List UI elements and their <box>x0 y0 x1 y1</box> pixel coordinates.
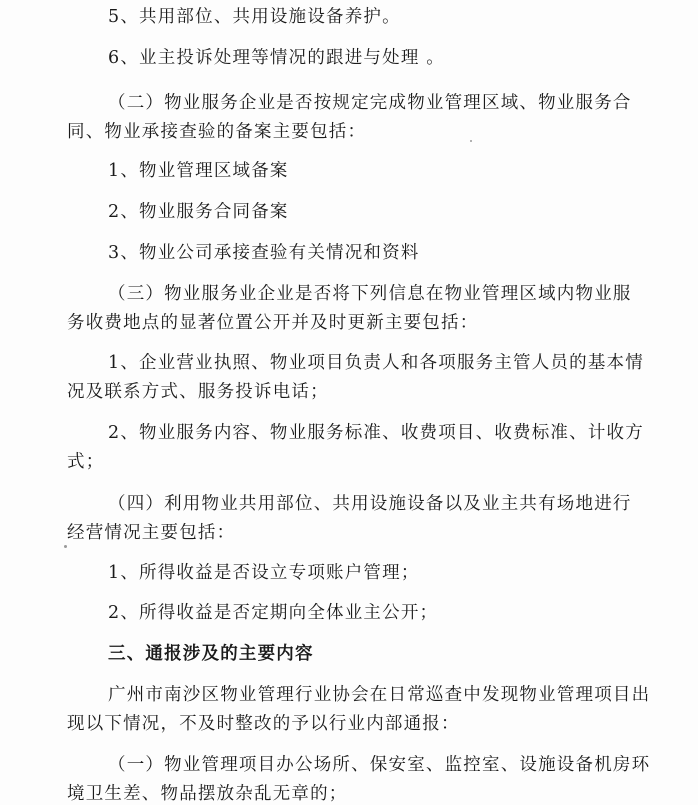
section-3-heading-line-1: （三）物业服务业企业是否将下列信息在物业管理区域内物业服 <box>108 284 632 304</box>
item-2-service-content-line-2: 式； <box>67 452 105 472</box>
item-1-office-hygiene-line-1: （一）物业管理项目办公场所、保安室、监控室、设施设备机房环 <box>108 755 651 775</box>
item-5-shared-facility-maintenance: 5、共用部位、共用设施设备养护。 <box>108 7 401 27</box>
item-1-area-filing: 1、物业管理区域备案 <box>108 161 289 181</box>
scan-speck <box>470 140 472 142</box>
section-three-title: 三、通报涉及的主要内容 <box>108 644 314 664</box>
item-3-acceptance-inspection: 3、物业公司承接查验有关情况和资料 <box>108 243 420 263</box>
item-1-business-license-line-2: 况及联系方式、服务投诉电话； <box>67 382 329 402</box>
item-1-income-account: 1、所得收益是否设立专项账户管理； <box>108 563 420 583</box>
notice-paragraph-line-2: 现以下情况，不及时整改的予以行业内部通报： <box>67 714 460 734</box>
item-6-complaint-handling: 6、业主投诉处理等情况的跟进与处理 。 <box>108 48 445 68</box>
item-2-income-disclosure: 2、所得收益是否定期向全体业主公开； <box>108 603 439 623</box>
section-4-heading-line-2: 经营情况主要包括： <box>67 523 236 543</box>
item-2-contract-filing: 2、物业服务合同备案 <box>108 202 289 222</box>
section-4-heading-line-1: （四）利用物业共用部位、共用设施设备以及业主共有场地进行 <box>108 494 632 514</box>
item-1-office-hygiene-line-2: 境卫生差、物品摆放杂乱无章的； <box>67 784 348 804</box>
scan-speck <box>64 545 67 548</box>
item-1-business-license-line-1: 1、企业营业执照、物业项目负责人和各项服务主管人员的基本情 <box>108 353 644 373</box>
section-2-heading-line-2: 同、物业承接查验的备案主要包括： <box>67 122 367 142</box>
notice-paragraph-line-1: 广州市南沙区物业管理行业协会在日常巡查中发现物业管理项目出 <box>108 685 651 705</box>
section-2-heading-line-1: （二）物业服务企业是否按规定完成物业管理区域、物业服务合 <box>108 93 632 113</box>
item-2-service-content-line-1: 2、物业服务内容、物业服务标准、收费项目、收费标准、计收方 <box>108 423 644 443</box>
section-3-heading-line-2: 务收费地点的显著位置公开并及时更新主要包括： <box>67 313 479 333</box>
